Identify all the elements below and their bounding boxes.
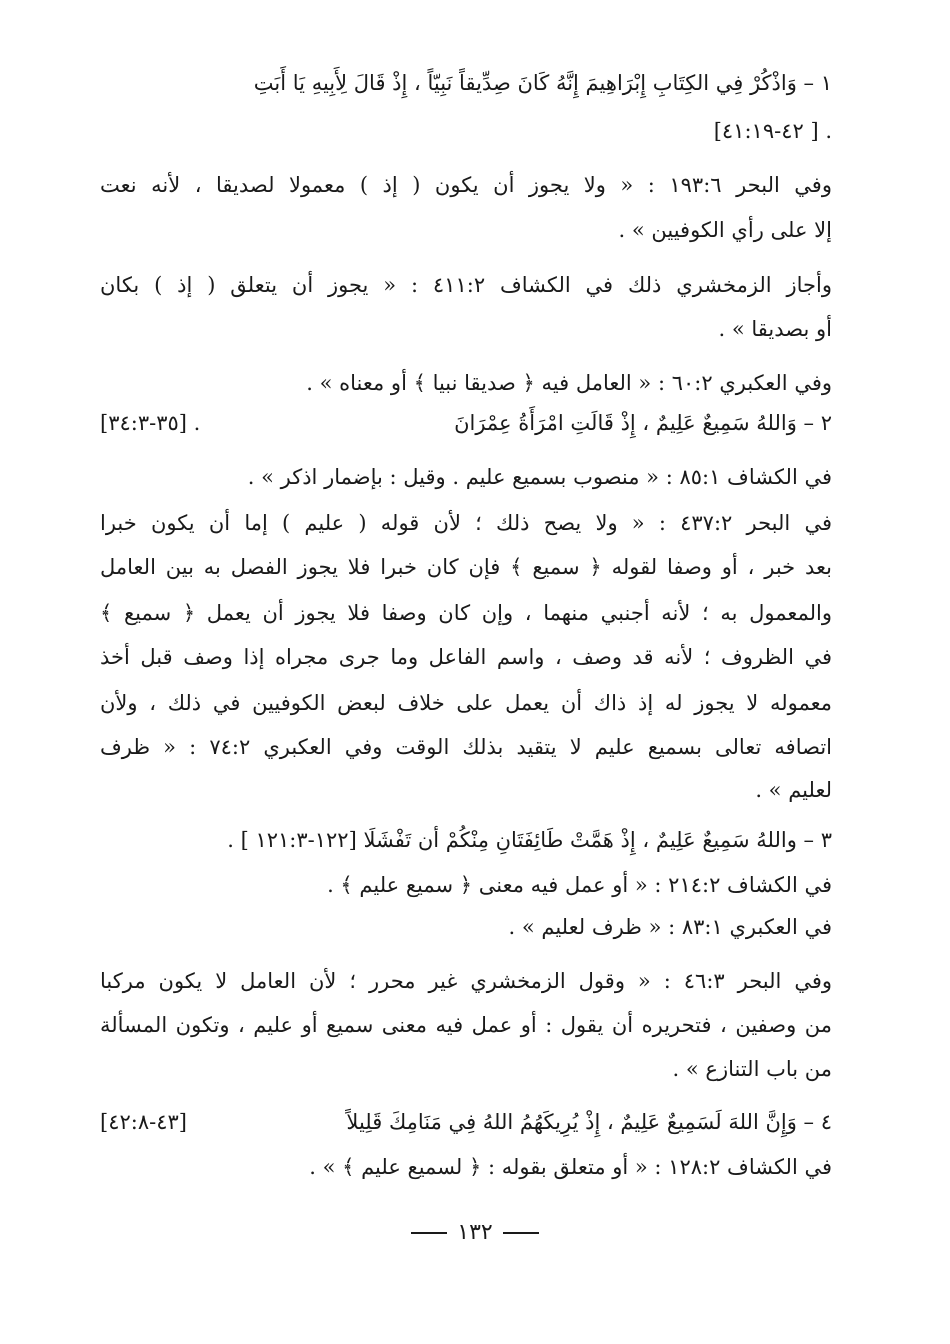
text-line: في العكبري ٨٣:١ : « ظرف لعليم » .	[508, 915, 832, 939]
text-line: لعليم » .	[755, 778, 832, 802]
verse-line-4	[100, 1107, 832, 1137]
page-number: ١٣٢	[457, 1220, 493, 1245]
text-line: وأجاز الزمخشري ذلك في الكشاف ٤١١:٢ : « يجوز أن يتعلق ( إذ ) بكان	[100, 273, 832, 297]
text-line: بعد خبر ، أو وصفا لقوله ﴿ سميع ﴾ فإن كان خبرا فلا يجوز الفصل به بين العامل	[100, 555, 832, 579]
footer-dash	[411, 1232, 447, 1234]
text-line: في البحر ٤٣٧:٢ : « ولا يصح ذلك ؛ لأن قوله ( عليم ) إما أن يكون خبرا	[100, 511, 832, 535]
text-line: معموله لا يجوز له إذ ذاك أن يعمل على خلاف لبعض الكوفيين في ذلك ، ولأن	[100, 691, 832, 715]
text-line: في الكشاف ٢١٤:٢ : « أو عمل فيه معنى ﴿ سميع عليم ﴾ .	[327, 873, 832, 897]
text-line: في الظروف ؛ لأنه قد وصف ، واسم الفاعل وما جرى مجراه إذا وصف قبل أخذ	[100, 645, 832, 669]
text-line: وفي البحر ١٩٣:٦ : « ولا يجوز أن يكون ( إذ ) معمولا لصديقا ، لأنه نعت	[100, 173, 832, 197]
text-line: من باب التنازع » .	[672, 1057, 832, 1081]
verse-text-4: ٤ – وَإِنَّ اللهَ لَسَمِيعٌ عَلِيمٌ ، إِذْ يُرِيكَهُمُ اللهُ فِي مَنَامِكَ قَلِيلاً	[346, 1110, 832, 1134]
verse-reference-2: . [٣٥-٣٤:٣]	[100, 411, 201, 435]
text-line: إلا على رأي الكوفيين » .	[618, 218, 832, 242]
verse-reference-4: [٤٣-٤٢:٨]	[100, 1110, 187, 1134]
text-line: في الكشاف ١٢٨:٢ : « أو متعلق بقوله : ﴿ لسميع عليم ﴾ » .	[309, 1155, 832, 1179]
verse-line-2	[100, 408, 832, 438]
verse-text-2: ٢ – وَاللهُ سَمِيعٌ عَلِيمٌ ، إِذْ قَالَتِ امْرَأَةُ عِمْرَانَ	[454, 411, 832, 435]
text-line: وفي العكبري ٦٠:٢ : « العامل فيه ﴿ صديقا نبيا ﴾ أو معناه » .	[306, 371, 832, 395]
text-line: أو بصديقا » .	[718, 317, 832, 341]
verse-line-1: ١ – وَاذْكُرْ فِي الكِتَابِ إِبْرَاهِيمَ إِنَّهُ كَانَ صِدِّيقاً نَبِيّاً ، إِذْ قَالَ لِأَبِيهِ يَا أَبَتِ	[253, 71, 832, 95]
text-line: وفي البحر ٤٦:٣ : « وقول الزمخشري غير محرر ؛ لأن العامل لا يكون مركبا	[100, 969, 832, 993]
text-line: اتصافه تعالى بسميع عليم لا يتقيد بذلك الوقت وفي العكبري ٧٤:٢ : « ظرف	[100, 735, 832, 759]
verse-line-3: ٣ – واللهُ سَمِيعٌ عَلِيمٌ ، إِذْ هَمَّتْ طَائِفَتَانِ مِنْكُمْ أن تَفْشَلَا [١٢٢-١٢١:٣ ] .	[227, 828, 832, 852]
text-line: من وصفين ، فتحريره أن يقول : أو عمل فيه معنى سميع أو عليم ، وتكون المسألة	[100, 1013, 832, 1037]
verse-reference-1: . [ ٤٢-٤١:١٩]	[713, 119, 832, 143]
text-line: والمعمول به ؛ لأنه أجنبي منهما ، وإن كان وصفا فلا يجوز أن يعمل ﴿ سميع ﴾	[100, 601, 832, 625]
text-line: في الكشاف ٨٥:١ : « منصوب بسميع عليم . وقيل : بإضمار اذكر » .	[247, 465, 832, 489]
page-footer	[0, 1220, 950, 1245]
footer-dash	[503, 1232, 539, 1234]
